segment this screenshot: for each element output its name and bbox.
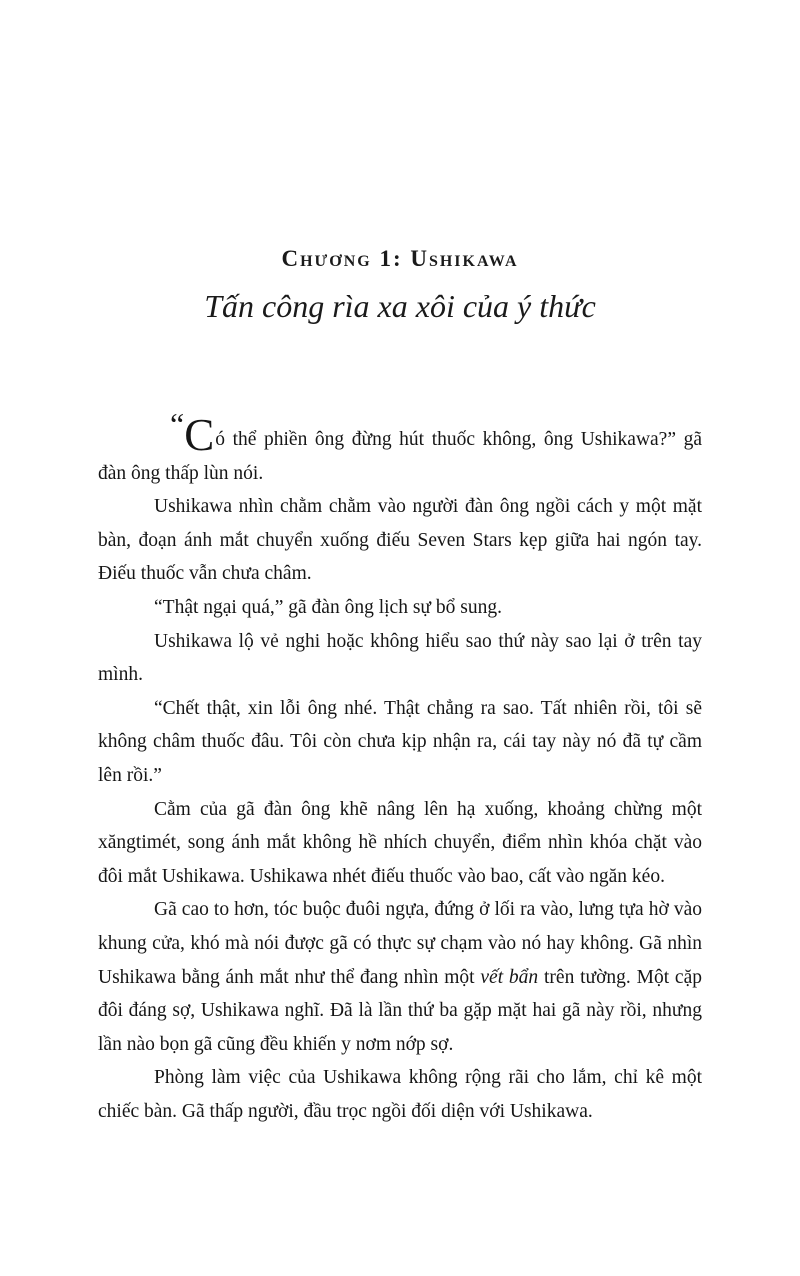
paragraph-7-italic-phrase: vết bẩn xyxy=(480,966,539,988)
paragraph-8: Phòng làm việc của Ushikawa không rộng rãi cho lắm, chỉ kê một chiếc bàn. Gã thấp người, đầu trọc ngồi đối diện với Ushikawa. xyxy=(98,1067,702,1122)
paragraph-1-text: ó thể phiền ông đừng hút thuốc không, ông Ushikawa?” gã đàn ông thấp lùn nói. xyxy=(98,429,702,484)
drop-cap-letter: C xyxy=(184,410,215,460)
paragraph-1 xyxy=(98,406,702,490)
paragraph-6: Cằm của gã đàn ông khẽ nâng lên hạ xuống, khoảng chừng một xăngtimét, song ánh mắt không hề nhích chuyển, điểm nhìn khóa chặt vào đôi mắt Ushikawa. Ushikawa nhét điếu thuốc vào bao, cất vào ngăn kéo. xyxy=(98,798,702,887)
paragraph-3: “Thật ngại quá,” gã đàn ông lịch sự bổ sung. xyxy=(154,596,502,618)
chapter-subtitle: Tấn công rìa xa xôi của ý thức xyxy=(204,288,596,324)
chapter-heading: Chương 1: Ushikawa xyxy=(281,246,519,271)
paragraph-7 xyxy=(98,893,702,1061)
paragraph-4: Ushikawa lộ vẻ nghi hoặc không hiểu sao thứ này sao lại ở trên tay mình. xyxy=(98,630,702,686)
opening-quote-mark: “ xyxy=(170,406,185,442)
body-text xyxy=(98,406,702,1128)
paragraph-7-text-before: Gã cao to hơn, tóc buộc đuôi ngựa, đứng ở lối ra vào, lưng tựa hờ vào khung cửa, khó mà nói được gã có thực sự chạm vào nó hay không. Gã nhìn Ushikawa bằng ánh mắt như thể đang nhìn một xyxy=(98,899,702,988)
paragraph-7-text-after: trên tường. Một cặp đôi đáng sợ, Ushikawa nghĩ. Đã là lần thứ ba gặp mặt hai gã này rồi, nhưng lần nào bọn gã cũng đều khiến y nơm nớp sợ. xyxy=(98,966,702,1055)
paragraph-2: Ushikawa nhìn chằm chằm vào người đàn ông ngồi cách y một mặt bàn, đoạn ánh mắt chuyển xuống điếu Seven Stars kẹp giữa hai ngón tay. Điếu thuốc vẫn chưa châm. xyxy=(98,496,702,585)
paragraph-5: “Chết thật, xin lỗi ông nhé. Thật chẳng ra sao. Tất nhiên rồi, tôi sẽ không châm thuốc đâu. Tôi còn chưa kịp nhận ra, cái tay này nó đã tự cầm lên rồi.” xyxy=(98,697,702,786)
